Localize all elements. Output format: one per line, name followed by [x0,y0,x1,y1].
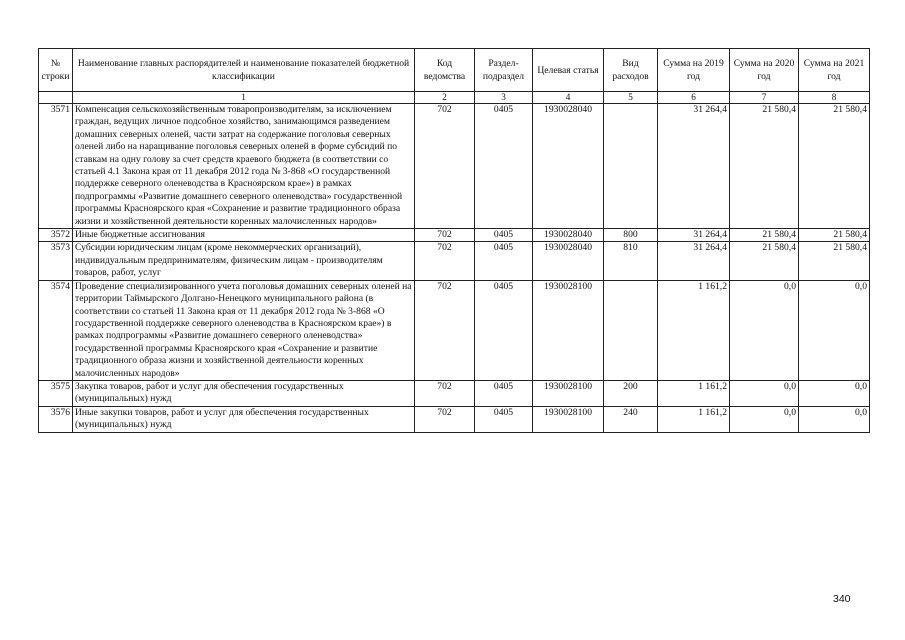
row-number: 3575 [39,380,73,406]
section-code: 0405 [475,229,533,242]
expense-kind: 200 [604,380,658,406]
column-number-empty [39,92,73,104]
sum-2019: 1 161,2 [658,380,730,406]
row-name: Иные бюджетные ассигнования [73,229,415,242]
target-item: 1930028040 [533,229,604,242]
dept-code: 702 [415,242,475,280]
row-name: Компенсация сельскохозяйственным товаропроизводителям, за исключением граждан, ведущих личное подсобное хозяйство, занимающимся разведением домашних северных оленей, части затрат на содержание поголовья северных оленей либо на наращивание поголовья северных оленей в форме субсидий по ставкам на одну голову за счет средств краевого бюджета (в соответствии со статьей 4.1 Закона края от 11 декабря 2012 года № 3-868 «О государственной поддержке северного оленеводства в Красноярском крае») в рамках подпрограммы «Развитие домашнего северного оленеводства» государственной программы Красноярского края «Сохранение и развитие традиционного образа жизни и хозяйственной деятельности коренных малочисленных народов» [73,104,415,229]
budget-table [38,48,870,433]
sum-2021: 21 580,4 [799,229,870,242]
sum-2019: 1 161,2 [658,280,730,380]
section-code: 0405 [475,406,533,432]
sum-2021: 21 580,4 [799,242,870,280]
section-code: 0405 [475,280,533,380]
row-number: 3571 [39,104,73,229]
target-item: 1930028040 [533,104,604,229]
section-code: 0405 [475,380,533,406]
sum-2019: 31 264,4 [658,229,730,242]
row-name: Иные закупки товаров, работ и услуг для обеспечения государственных (муниципальных) нужд [73,406,415,432]
section-code: 0405 [475,242,533,280]
row-number: 3576 [39,406,73,432]
dept-code: 702 [415,229,475,242]
sum-2020: 0,0 [730,280,799,380]
expense-kind [604,280,658,380]
row-number: 3573 [39,242,73,280]
table-row [39,406,870,432]
target-item: 1930028100 [533,380,604,406]
header-cell-dept-code: Код ведомства [415,49,475,92]
column-number: 2 [415,92,475,104]
expense-kind: 240 [604,406,658,432]
header-cell-row-number: № строки [39,49,73,92]
column-number: 4 [533,92,604,104]
page-number: 340 [833,593,851,605]
sum-2020: 21 580,4 [730,229,799,242]
sum-2020: 21 580,4 [730,104,799,229]
expense-kind [604,104,658,229]
header-cell-expense-kind: Вид расходов [604,49,658,92]
column-number: 3 [475,92,533,104]
dept-code: 702 [415,406,475,432]
header-cell-sum-2019: Сумма на 2019 год [658,49,730,92]
column-number: 1 [73,92,415,104]
row-name: Проведение специализированного учета поголовья домашних северных оленей на территории Таймырского Долгано-Ненецкого муниципального района (в соответствии со статьей 11 Закона края от 11 декабря 2012 года № 3-868 «О государственной поддержке северного оленеводства в Красноярском крае») в рамках подпрограммы «Развитие домашнего северного оленеводства» государственной программы Красноярского края «Сохранение и развитие традиционного образа жизни и хозяйственной деятельности коренных малочисленных народов» [73,280,415,380]
target-item: 1930028100 [533,406,604,432]
column-number: 6 [658,92,730,104]
column-number: 5 [604,92,658,104]
sum-2019: 1 161,2 [658,406,730,432]
section-code: 0405 [475,104,533,229]
header-cell-sum-2020: Сумма на 2020 год [730,49,799,92]
table-row [39,280,870,380]
table-row [39,380,870,406]
target-item: 1930028100 [533,280,604,380]
header-cell-name: Наименование главных распорядителей и наименование показателей бюджетной классификации [73,49,415,92]
sum-2020: 0,0 [730,380,799,406]
header-cell-sum-2021: Сумма на 2021 год [799,49,870,92]
expense-kind: 810 [604,242,658,280]
sum-2021: 0,0 [799,380,870,406]
header-row [39,49,870,92]
sum-2021: 0,0 [799,280,870,380]
table-row [39,229,870,242]
dept-code: 702 [415,380,475,406]
target-item: 1930028040 [533,242,604,280]
sum-2019: 31 264,4 [658,104,730,229]
sum-2019: 31 264,4 [658,242,730,280]
column-number: 7 [730,92,799,104]
table-row [39,242,870,280]
expense-kind: 800 [604,229,658,242]
header-cell-section: Раздел-подраздел [475,49,533,92]
row-number: 3574 [39,280,73,380]
column-number-row [39,92,870,104]
sum-2020: 21 580,4 [730,242,799,280]
sum-2020: 0,0 [730,406,799,432]
sum-2021: 0,0 [799,406,870,432]
sum-2021: 21 580,4 [799,104,870,229]
column-number: 8 [799,92,870,104]
dept-code: 702 [415,280,475,380]
row-name: Закупка товаров, работ и услуг для обеспечения государственных (муниципальных) нужд [73,380,415,406]
table-row [39,104,870,229]
dept-code: 702 [415,104,475,229]
row-name: Субсидии юридическим лицам (кроме некоммерческих организаций), индивидуальным предпринимателям, физическим лицам - производителям товаров, работ, услуг [73,242,415,280]
header-cell-target-item: Целевая статья [533,49,604,92]
row-number: 3572 [39,229,73,242]
